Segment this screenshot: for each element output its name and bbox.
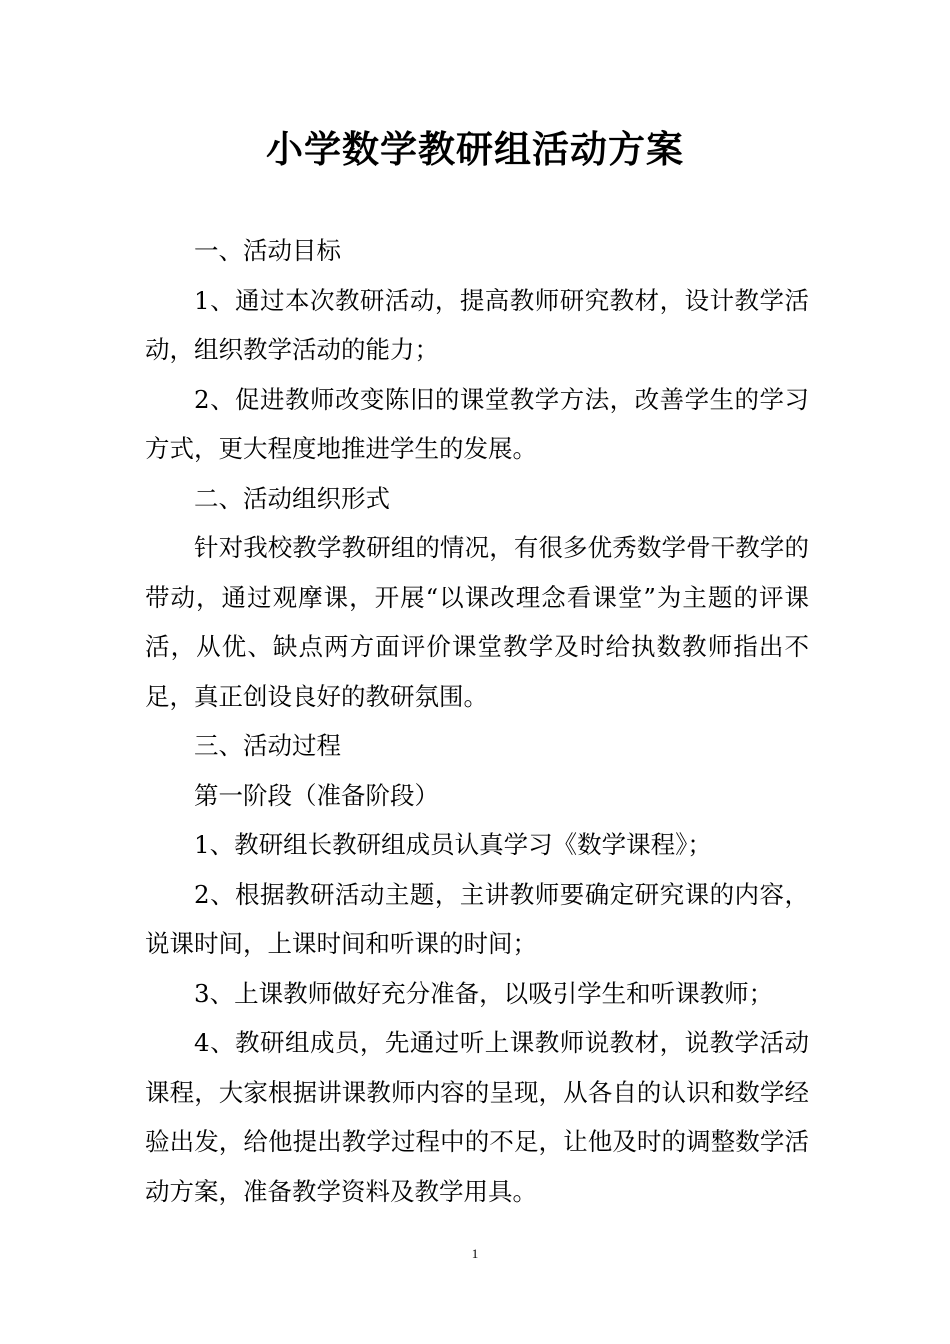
process-item-3: 3、上课教师做好充分准备，以吸引学生和听课教师；	[194, 978, 774, 1008]
process-item-2: 2、根据教研活动主题，主讲教师要确定研究课的内容，说课时间，上课时间和听课的时间；	[145, 879, 809, 958]
process-item-1: 1、教研组长教研组成员认真学习《数学课程》；	[194, 830, 712, 859]
section-heading-organization-form: 二、活动组织形式	[194, 483, 390, 513]
page-number: 1	[471, 1246, 479, 1261]
section-heading-activity-goals: 一、活动目标	[194, 236, 341, 265]
process-item-4: 4、教研组成员，先通过听上课教师说教材，说教学活动课程，大家根据讲课教师内容的呈现，从各自的认识和数学经验出发，给他提出教学过程中的不足，让他及时的调整数学活动方案，准备教学资料及教学用具。	[145, 1028, 809, 1206]
goal-item-1: 1、通过本次教研活动，提高教师研究教材，设计教学活动，组织教学活动的能力；	[145, 285, 809, 364]
section-heading-activity-process: 三、活动过程	[194, 731, 341, 760]
organization-paragraph: 针对我校教学教研组的情况，有很多优秀数学骨干教学的带动，通过观摩课，开展“以课改理念看课堂”为主题的评课活，从优、缺点两方面评价课堂教学及时给执数教师指出不足，真正创设良好的教研氛围。	[145, 533, 809, 711]
stage-heading-preparation: 第一阶段（准备阶段）	[194, 780, 439, 810]
document-body	[145, 226, 809, 1216]
goal-item-2: 2、促进教师改变陈旧的课堂教学方法，改善学生的学习方式，更大程度地推进学生的发展。	[145, 384, 809, 463]
document-title: 小学数学教研组活动方案	[266, 128, 684, 171]
